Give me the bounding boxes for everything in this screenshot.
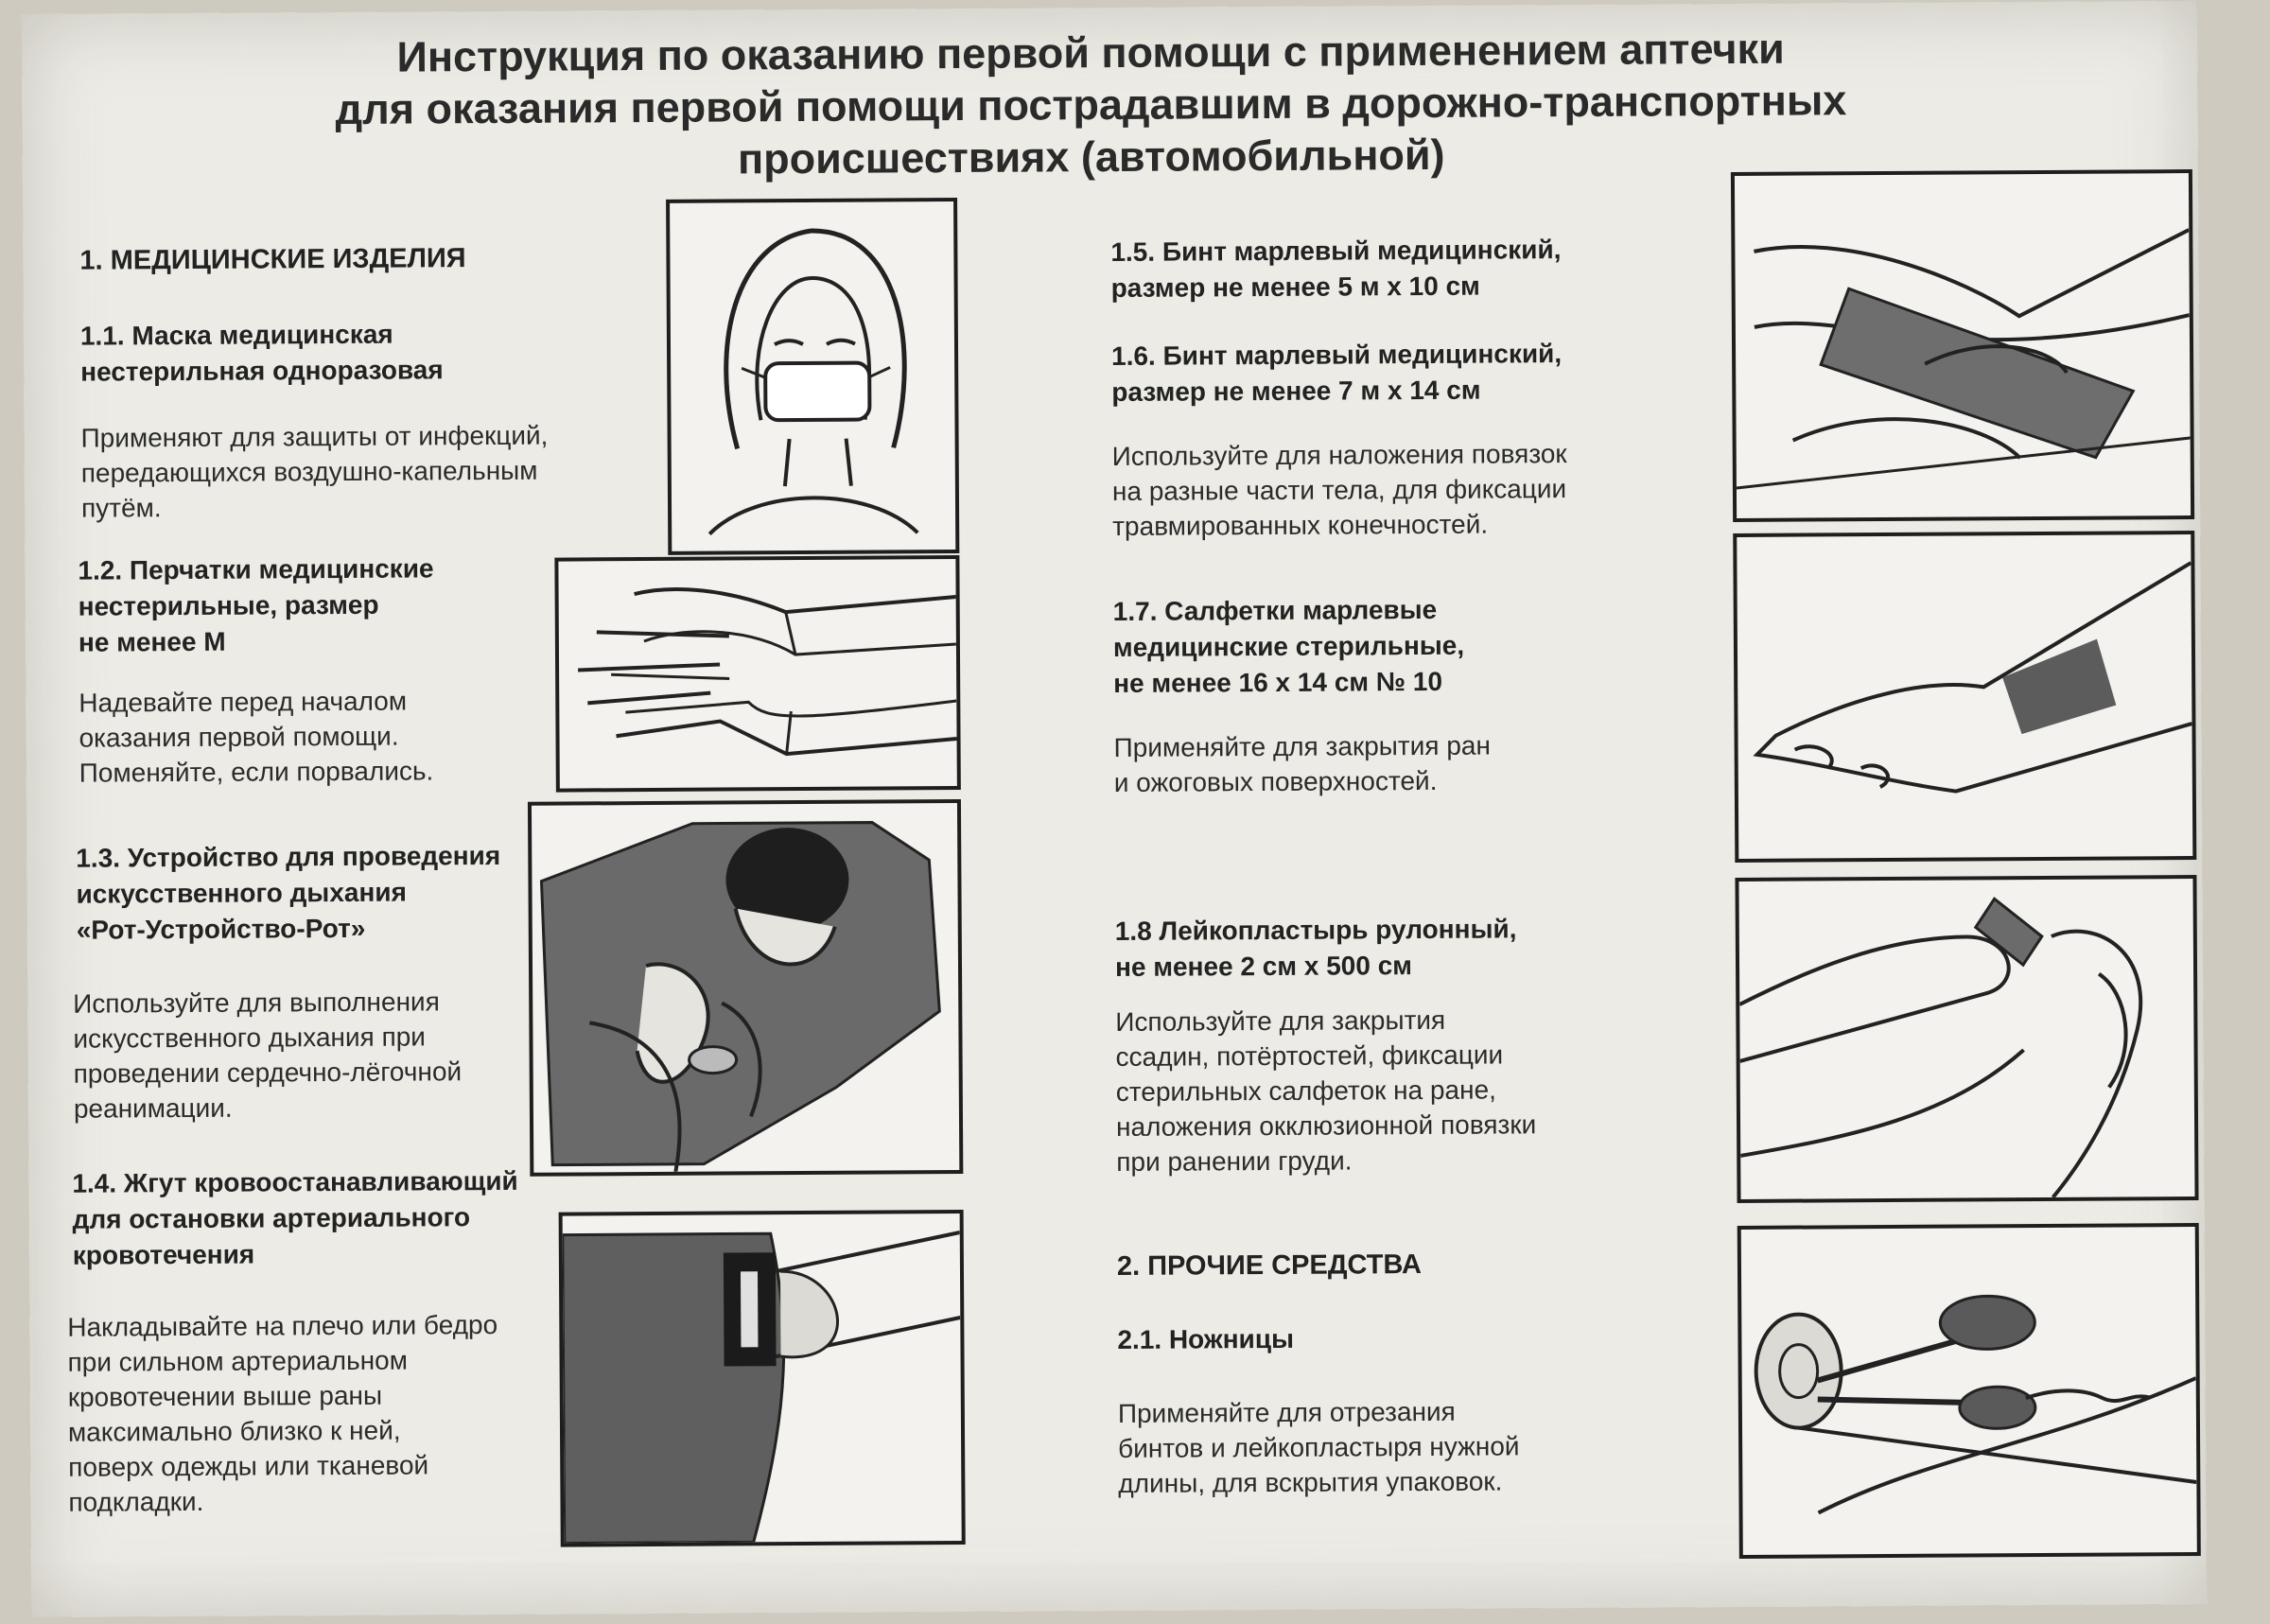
item-1-2-body: Надевайте перед началом оказания первой помощи. Поменяйте, если порвались.: [79, 686, 434, 788]
item-1-1-title: 1.1. Маска медицинская нестерильная одноразовая: [79, 319, 444, 387]
tourniquet-icon: [559, 1210, 966, 1547]
title-line-3: происшествиях (автомобильной): [737, 130, 1445, 183]
item-1-4-body: Накладывайте на плечо или бедро при сильном артериальном кровотечении выше раны максимально близко к ней, поверх одежды или тканевой подкладки.: [67, 1309, 498, 1517]
item-1-3-title: 1.3. Устройство для проведения искусственного дыхания «Рот-Устройство-Рот»: [76, 840, 501, 945]
bandage-icon: [1731, 169, 2194, 522]
page-title: [192, 21, 1990, 188]
item-1-2-title: 1.2. Перчатки медицинские нестерильные, размер не менее М: [78, 553, 434, 657]
gauze-pad-icon: [1733, 531, 2196, 863]
item-1-7-body: Применяйте для закрытия ран и ожоговых поверхностей.: [1113, 730, 1491, 798]
item-1-4-title: 1.4. Жгут кровоостанавливающий для остановки артериального кровотечения: [72, 1165, 518, 1270]
item-1-8-title: 1.8 Лейкопластырь рулонный, не менее 2 см х 500 см: [1114, 914, 1517, 982]
section-2-heading: 2. ПРОЧИЕ СРЕДСТВА: [1116, 1249, 1422, 1282]
tourniquet-drawing: [563, 1214, 962, 1544]
bandage-drawing: [1735, 173, 2191, 518]
rescue-breathing-drawing: [532, 803, 959, 1173]
title-line-1: Инструкция по оказанию первой помощи с применением аптечки: [396, 24, 1785, 81]
adhesive-tape-drawing: [1738, 879, 2194, 1199]
title-line-2: для оказания первой помощи пострадавшим в дорожно-транспортных: [335, 76, 1847, 134]
item-2-1-title: 2.1. Ножницы: [1117, 1323, 1295, 1354]
gloves-icon: [554, 555, 961, 793]
rescue-breathing-icon: [528, 799, 963, 1177]
item-1-6-title: 1.6. Бинт марлевый медицинский, размер не менее 7 м х 14 см: [1110, 339, 1563, 408]
scissors-icon: [1737, 1223, 2201, 1559]
gauze-pad-drawing: [1737, 534, 2192, 859]
scissors-drawing: [1741, 1227, 2197, 1555]
item-1-6-body: Используйте для наложения повязок на разные части тела, для фиксации травмированных конечностей.: [1111, 439, 1567, 542]
item-1-5-title: 1.5. Бинт марлевый медицинский, размер не менее 5 м х 10 см: [1110, 235, 1562, 304]
face-mask-icon: [666, 198, 959, 555]
gloves-drawing: [558, 559, 956, 789]
instruction-sheet: [22, 1, 2207, 1617]
item-1-8-body: Используйте для закрытия ссадин, потёртостей, фиксации стерильных салфеток на ране, наложения окклюзионной повязки при ранении груди.: [1115, 1004, 1537, 1177]
item-1-7-title: 1.7. Салфетки марлевые медицинские стерильные, не менее 16 х 14 см № 10: [1112, 594, 1465, 699]
item-1-3-body: Используйте для выполнения искусственного дыхания при проведении сердечно-лёгочной реанимации.: [73, 987, 463, 1124]
item-1-1-body: Применяют для защиты от инфекций, передающихся воздушно-капельным путём.: [80, 420, 549, 523]
item-2-1-body: Применяйте для отрезания бинтов и лейкопластыря нужной длины, для вскрытия упаковок.: [1117, 1396, 1520, 1498]
adhesive-tape-icon: [1735, 875, 2198, 1203]
section-1-heading: 1. МЕДИЦИНСКИЕ ИЗДЕЛИЯ: [79, 243, 466, 276]
face-mask-drawing: [670, 201, 955, 551]
